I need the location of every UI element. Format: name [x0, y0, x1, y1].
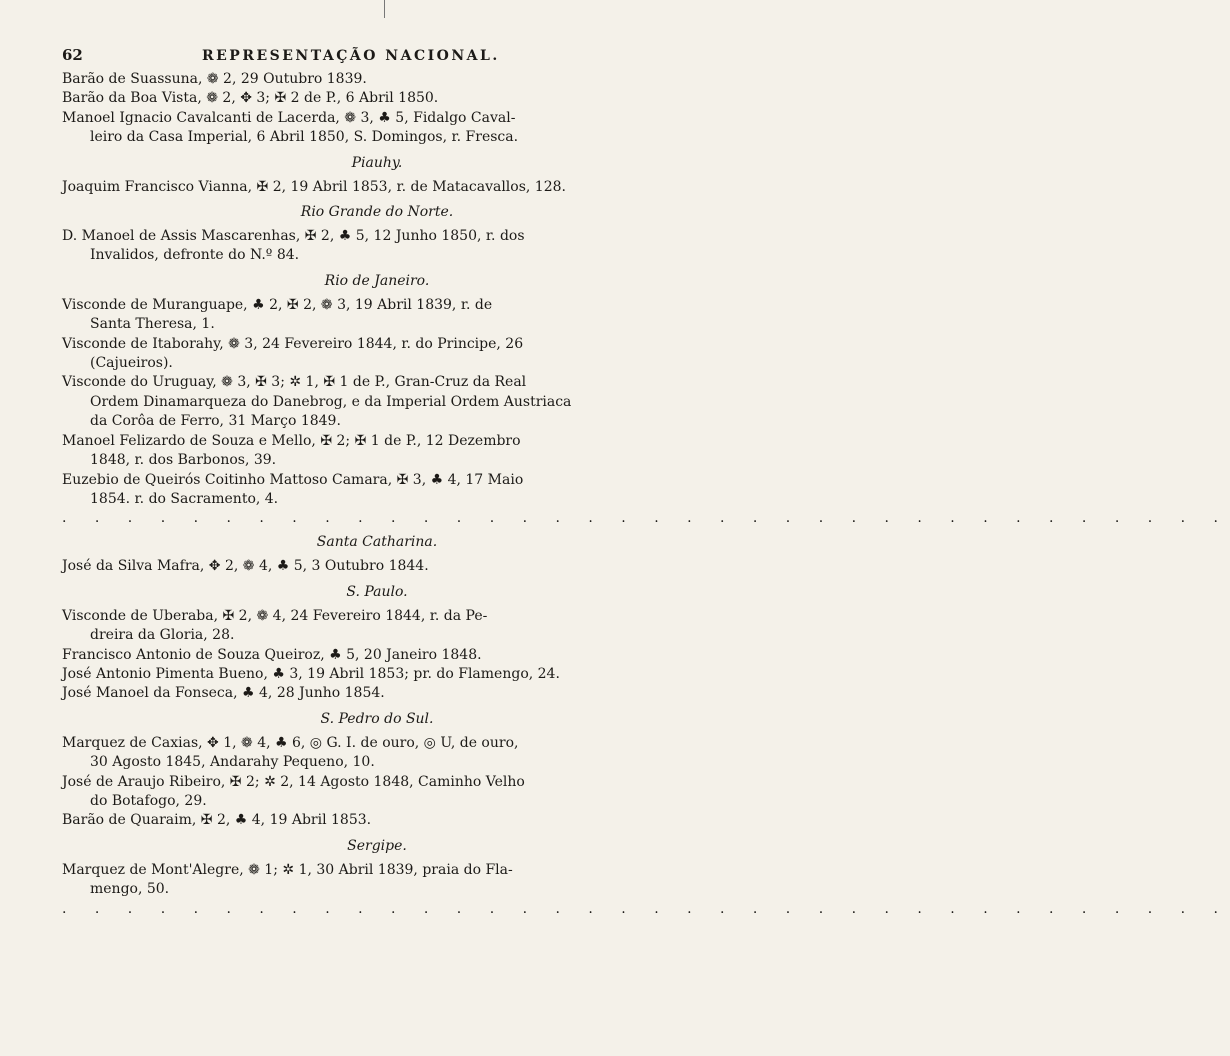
entry-continuation-line: 1854. r. do Sacramento, 4.: [90, 490, 279, 507]
entry-line: Visconde de Uberaba, ✠ 2, ❁ 4, 24 Fevereiro 1844, r. da Pe-: [62, 607, 488, 624]
section-santa-catharina: [62, 533, 652, 576]
entry-line: Joaquim Francisco Vianna, ✠ 2, 19 Abril 1853, r. de Matacavallos, 128.: [62, 178, 566, 195]
entry-continuation-line: leiro da Casa Imperial, 6 Abril 1850, S. Domingos, r. Fresca.: [90, 129, 519, 146]
section-rio-de-janeiro: [62, 272, 1230, 527]
section-s-pedro-do-sul: [62, 710, 652, 831]
page-content: [62, 70, 1230, 918]
section-s-paulo: [62, 583, 652, 704]
entry-line: Visconde de Itaborahy, ❁ 3, 24 Fevereiro 1844, r. do Principe, 26: [62, 335, 524, 352]
entry-line: José Antonio Pimenta Bueno, ♣ 3, 19 Abril 1853; pr. do Flamengo, 24.: [62, 665, 560, 682]
section-heading: Rio Grande do Norte.: [300, 204, 454, 221]
document-page: [62, 46, 1230, 918]
entry-continuation-line: Santa Theresa, 1.: [90, 316, 215, 333]
entry-line: Marquez de Mont'Alegre, ❁ 1; ✲ 1, 30 Abril 1839, praia do Fla-: [62, 861, 513, 878]
section-piauhy: [62, 154, 652, 197]
entry-line: Manoel Ignacio Cavalcanti de Lacerda, ❁ 3, ♣ 5, Fidalgo Caval-: [62, 109, 516, 126]
entry-line: Manoel Felizardo de Souza e Mello, ✠ 2; ✠ 1 de P., 12 Dezembro: [62, 432, 521, 449]
entry-line: Barão da Boa Vista, ❁ 2, ✥ 3; ✠ 2 de P., 6 Abril 1850.: [62, 90, 439, 107]
entry-continuation-line: da Corôa de Ferro, 31 Março 1849.: [90, 413, 341, 430]
entry-line: Barão de Suassuna, ❁ 2, 29 Outubro 1839.: [62, 71, 367, 87]
dotted-separator: . . . . . . . . . . . . . . . . . . . . . . . . . . . . . . . . . . . .: [62, 510, 1230, 527]
entry-line: Barão de Quaraim, ✠ 2, ♣ 4, 19 Abril 1853.: [62, 812, 372, 829]
section-heading: S. Paulo.: [346, 583, 408, 600]
entry-line: Visconde de Muranguape, ♣ 2, ✠ 2, ❁ 3, 19 Abril 1839, r. de: [62, 296, 493, 313]
section-heading: Piauhy.: [351, 154, 403, 171]
entry-continuation-line: mengo, 50.: [90, 881, 170, 898]
section-heading: Santa Catharina.: [316, 534, 438, 551]
entry-line: Francisco Antonio de Souza Queiroz, ♣ 5, 20 Janeiro 1848.: [62, 646, 482, 663]
section-heading: S. Pedro do Sul.: [320, 710, 434, 727]
section-rio-grande-do-norte: [62, 203, 652, 266]
running-title: REPRESENTAÇÃO NACIONAL.: [202, 48, 500, 64]
entry-line: Euzebio de Queirós Coitinho Mattoso Camara, ✠ 3, ♣ 4, 17 Maio: [62, 471, 524, 488]
section-heading: Rio de Janeiro.: [324, 272, 430, 289]
entry-line: D. Manoel de Assis Mascarenhas, ✠ 2, ♣ 5, 12 Junho 1850, r. dos: [62, 228, 525, 245]
page-header: [62, 46, 652, 70]
section-heading: Sergipe.: [347, 837, 407, 854]
entry-line: José de Araujo Ribeiro, ✠ 2; ✲ 2, 14 Agosto 1848, Caminho Velho: [62, 773, 525, 790]
entry-line: José Manoel da Fonseca, ♣ 4, 28 Junho 1854.: [62, 685, 385, 702]
entry-continuation-line: 1848, r. dos Barbonos, 39.: [90, 452, 277, 469]
entry-line: Marquez de Caxias, ✥ 1, ❁ 4, ♣ 6, ◎ G. I. de ouro, ◎ U, de ouro,: [62, 734, 519, 751]
entry-continuation-line: do Botafogo, 29.: [90, 792, 207, 809]
entry-continuation-line: Ordem Dinamarqueza do Danebrog, e da Imperial Ordem Austriaca: [90, 393, 572, 410]
page-number: 62: [62, 46, 83, 64]
margin-mark: [384, 0, 385, 18]
entry-continuation-line: 30 Agosto 1845, Andarahy Pequeno, 10.: [90, 754, 375, 771]
entry-line: Visconde do Uruguay, ❁ 3, ✠ 3; ✲ 1, ✠ 1 de P., Gran-Cruz da Real: [62, 374, 527, 391]
entry-line: José da Silva Mafra, ✥ 2, ❁ 4, ♣ 5, 3 Outubro 1844.: [62, 558, 429, 575]
dotted-separator: . . . . . . . . . . . . . . . . . . . . . . . . . . . . . . . . . . . .: [62, 900, 1230, 917]
section-sergipe: [62, 837, 1230, 918]
section-continuation: [62, 70, 652, 148]
entry-continuation-line: dreira da Gloria, 28.: [90, 627, 235, 644]
entry-continuation-line: (Cajueiros).: [90, 355, 173, 372]
entry-continuation-line: Invalidos, defronte do N.º 84.: [90, 247, 300, 264]
